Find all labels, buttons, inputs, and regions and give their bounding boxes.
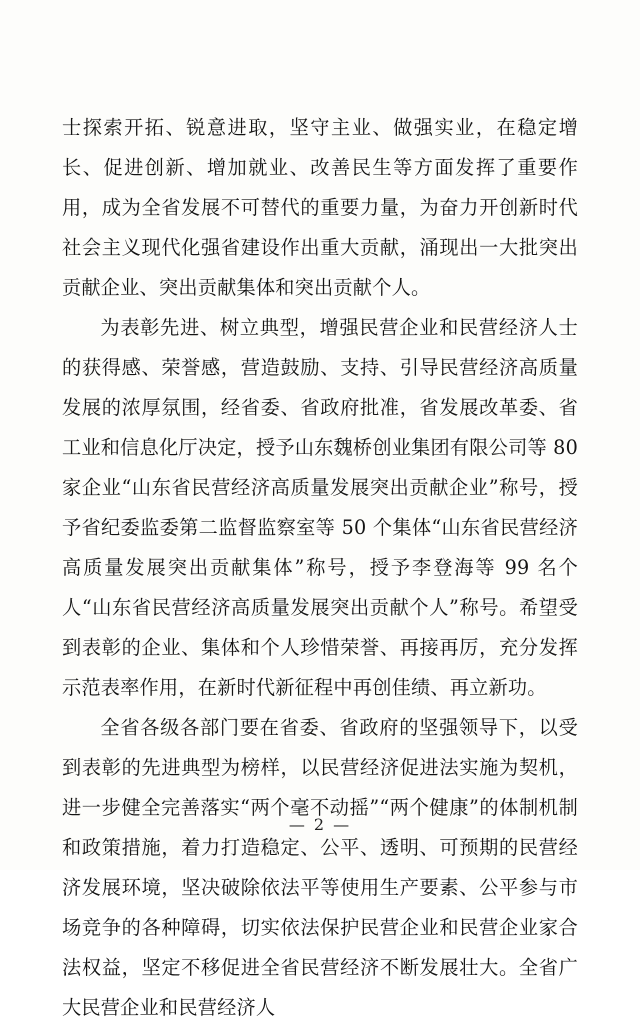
- page-number: — 2 —: [288, 815, 352, 834]
- paragraph-commendation: 为表彰先进、树立典型，增强民营企业和民营经济人士的获得感、荣誉感，营造鼓励、支持、引导民营经济高质量发展的浓厚氛围，经省委、省政府批准，省发展改革委、省工业和信息化厅决定，授予山东魏桥创业集团有限公司等 80 家企业“山东省民营经济高质量发展突出贡献企业”称号，授予省纪委监委第二监督监察室等 50 个集体“山东省民营经济高质量发展突出贡献集体”称号，授予李登海等 99 名个人“山东省民营经济高质量发展突出贡献个人”称号。希望受到表彰的企业、集体和个人珍惜荣誉、再接再厉，充分发挥示范表率作用，在新时代新征程中再创佳绩、再立新功。: [62, 316, 578, 699]
- paragraph-continued: 士探索开拓、锐意进取，坚守主业、做强实业，在稳定增长、促进创新、增加就业、改善民生等方面发挥了重要作用，成为全省发展不可替代的重要力量，为奋力开创新时代社会主义现代化强省建设作出重大贡献，涌现出一大批突出贡献企业、突出贡献集体和突出贡献个人。: [62, 116, 578, 299]
- paragraph-requirements: 全省各级各部门要在省委、省政府的坚强领导下，以受到表彰的先进典型为榜样，以民营经济促进法实施为契机，进一步健全完善落实“两个毫不动摇”“两个健康”的体制机制和政策措施，着力打造稳定、公平、透明、可预期的民营经济发展环境，坚决破除依法平等使用生产要素、公平参与市场竞争的各种障碍，切实依法保护民营企业和民营企业家合法权益，坚定不移促进全省民营经济不断发展壮大。全省广大民营企业和民营经济人: [62, 716, 578, 1019]
- document-body: [62, 108, 578, 1028]
